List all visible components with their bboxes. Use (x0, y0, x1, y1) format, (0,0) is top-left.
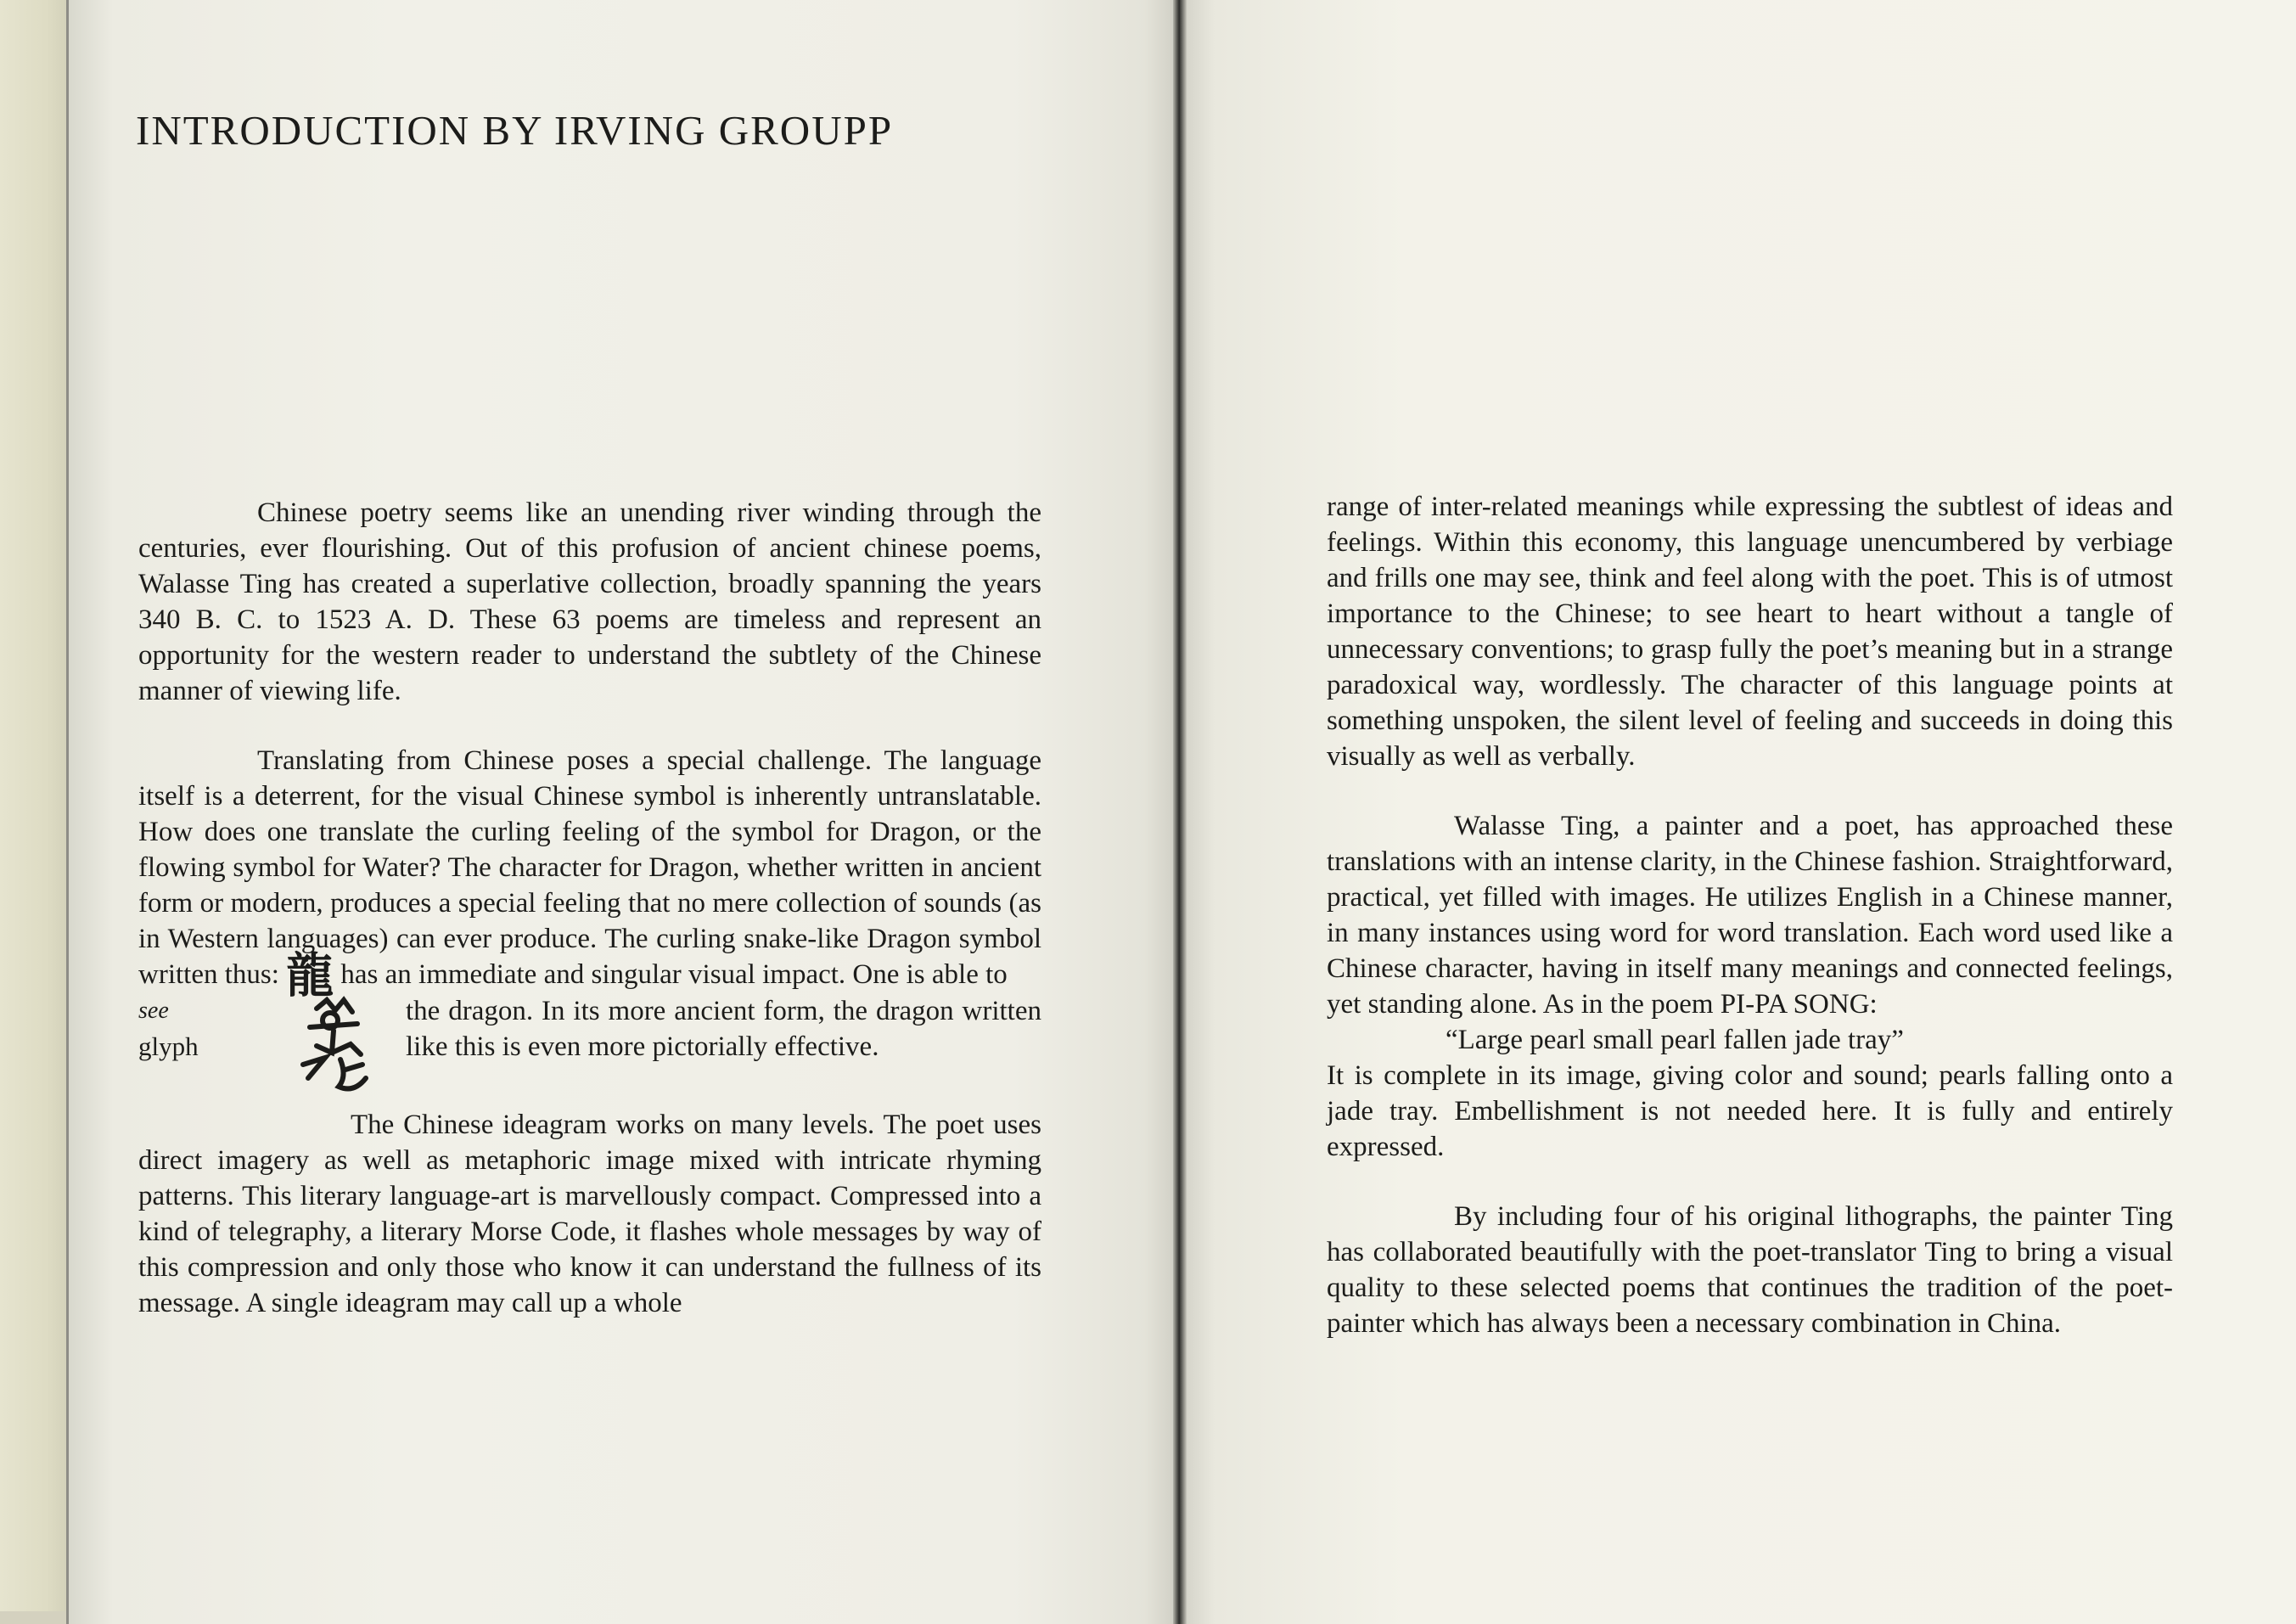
paragraph-complete: It is complete in its image, giving color and sound; pearls falling onto a jade tray. Embellishment is not needed here. It is fully and entirely expressed. (1327, 1060, 2173, 1162)
paragraph-meanings: range of inter-related meanings while expressing the subtlest of ideas and feelings. Within this economy, this language unencumbered by verbiage and frills one may see, think and feel along with the poet. This is of utmost importance to the Chinese; to see heart to heart without a tangle of unnecessary conventions; to grasp fully the poet’s meaning but in a strange paradoxical way, wordlessly. The character of this language points at something unspoken, the silent level of feeling and succeeds in doing this visually as well as verbally. (1327, 492, 2173, 772)
paragraph-lithographs: By including four of his original lithographs, the painter Ting has collaborated beautifully with the poet-translator Ting to bring a visual quality to these selected poems that continues the tradition of the poet-painter which has always been a necessary combination in China. (1327, 1201, 2173, 1339)
paragraph-translating: Translating from Chinese poses a special challenge. The language itself is a deterrent, for the visual Chinese symbol is inherently untranslatable. How does one translate the curling feeling of the symbol for Dragon, or the flowing symbol for Water? The character for Dragon, whether written in ancient form or modern, produces a special feeling that no mere collection of sounds (as in Western languages) can ever produce. The curling snake-like Dragon symbol written thus: 龍 has an immediate and singular visual impact. One is able to (138, 745, 1041, 1004)
ancient-glyph-block (138, 993, 1041, 1102)
paragraph-intro: Chinese poetry seems like an unending river winding through the centuries, ever flourishing. Out of this profusion of ancient chinese poems, Walasse Ting has created a superlative collection, broadly spanning the years 340 B. C. to 1523 A. D. These 63 poems are timeless and represent an opportunity for the western reader to understand the subtlety of the Chinese manner of viewing life. (138, 497, 1041, 706)
paragraph-walasse: Walasse Ting, a painter and a poet, has approached these translations with an intense clarity, in the Chinese fashion. Straightforward, practical, yet filled with images. He utilizes English in a Chinese manner, in many instances using word for word translation. Each word used like a Chinese character, having in itself many meanings and connected feelings, yet standing alone. As in the poem PI-PA SONG: (1327, 811, 2173, 1020)
glyph-text: the dragon. In its more ancient form, the dragon written like this is even more pictorially effective. (406, 996, 1041, 1063)
ancient-dragon-glyph-icon (291, 993, 376, 1099)
glyph-label: see glyph (138, 997, 199, 1062)
book-gutter (1173, 0, 1187, 1624)
dragon-character: 龍 (286, 948, 334, 1004)
left-text-column (138, 495, 1041, 1321)
page-title: INTRODUCTION BY IRVING GROUPP (136, 107, 894, 154)
background-edge (0, 0, 76, 1624)
right-text-column (1327, 489, 2173, 1341)
poem-quote: “Large pearl small pearl fallen jade tray” (1446, 1025, 1904, 1055)
paragraph-ideagram: The Chinese ideagram works on many levels. The poet uses direct imagery as well as metaphoric image mixed with intricate rhyming patterns. This literary language-art is marvellously compact. Compressed into a kind of telegraphy, a literary Morse Code, it flashes whole messages by way of this compression and only those who know it can understand the fullness of its message. A single ideagram may call up a whole (138, 1110, 1041, 1319)
